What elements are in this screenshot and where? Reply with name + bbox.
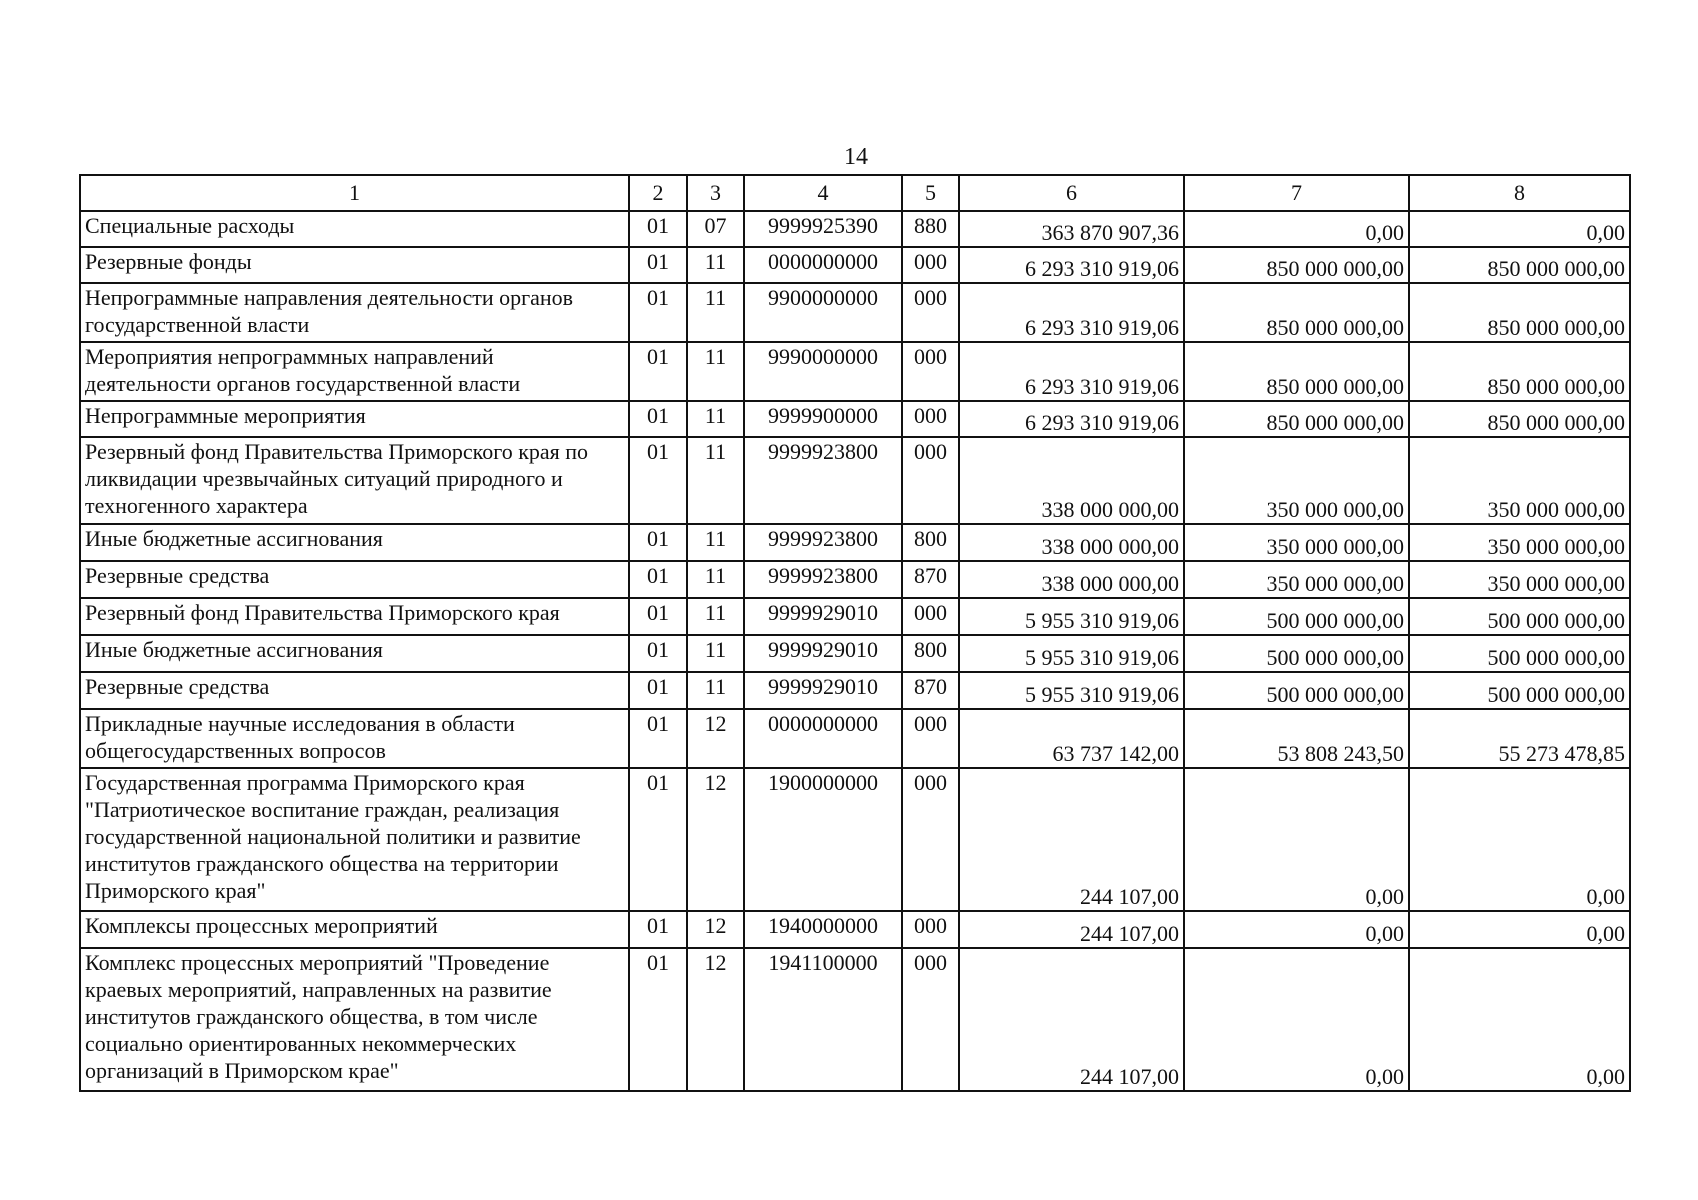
row-value-col8: 0,00 (1409, 768, 1630, 911)
row-section-code: 01 (629, 342, 687, 401)
table-row (80, 948, 1630, 1091)
row-value-col6: 63 737 142,00 (959, 709, 1184, 768)
row-value-col6: 6 293 310 919,06 (959, 247, 1184, 283)
table-row (80, 401, 1630, 437)
row-section-code: 01 (629, 768, 687, 911)
row-value-col6: 6 293 310 919,06 (959, 342, 1184, 401)
row-expense-type-code: 000 (902, 342, 959, 401)
row-target-code: 9999923800 (744, 524, 902, 561)
row-subsection-code: 11 (687, 437, 744, 524)
row-value-col7: 500 000 000,00 (1184, 598, 1409, 635)
row-name: Резервные средства (80, 672, 629, 709)
row-value-col7: 0,00 (1184, 211, 1409, 247)
row-value-col8: 850 000 000,00 (1409, 247, 1630, 283)
row-expense-type-code: 000 (902, 911, 959, 948)
row-name: Непрограммные мероприятия (80, 401, 629, 437)
row-value-col8: 850 000 000,00 (1409, 283, 1630, 342)
row-target-code: 1941100000 (744, 948, 902, 1091)
row-name: Непрограммные направления деятельности органов государственной власти (80, 283, 629, 342)
row-name: Государственная программа Приморского края "Патриотическое воспитание граждан, реализация государственной национальной политики и развитие институтов гражданского общества на территории Приморского края" (80, 768, 629, 911)
row-subsection-code: 12 (687, 709, 744, 768)
row-section-code: 01 (629, 709, 687, 768)
row-value-col8: 350 000 000,00 (1409, 561, 1630, 598)
table-row (80, 247, 1630, 283)
row-section-code: 01 (629, 561, 687, 598)
header-cell-5: 5 (902, 175, 959, 211)
row-value-col6: 244 107,00 (959, 948, 1184, 1091)
row-value-col7: 350 000 000,00 (1184, 561, 1409, 598)
row-expense-type-code: 880 (902, 211, 959, 247)
budget-table (79, 174, 1631, 1092)
row-expense-type-code: 000 (902, 247, 959, 283)
row-value-col8: 350 000 000,00 (1409, 524, 1630, 561)
row-value-col8: 500 000 000,00 (1409, 598, 1630, 635)
row-target-code: 9900000000 (744, 283, 902, 342)
row-name: Иные бюджетные ассигнования (80, 524, 629, 561)
row-section-code: 01 (629, 401, 687, 437)
row-subsection-code: 11 (687, 524, 744, 561)
row-subsection-code: 12 (687, 948, 744, 1091)
row-target-code: 9999925390 (744, 211, 902, 247)
row-section-code: 01 (629, 635, 687, 672)
row-expense-type-code: 000 (902, 768, 959, 911)
row-value-col7: 350 000 000,00 (1184, 524, 1409, 561)
table-row (80, 672, 1630, 709)
row-subsection-code: 11 (687, 672, 744, 709)
row-section-code: 01 (629, 437, 687, 524)
row-target-code: 1940000000 (744, 911, 902, 948)
row-value-col8: 350 000 000,00 (1409, 437, 1630, 524)
row-section-code: 01 (629, 247, 687, 283)
row-name: Прикладные научные исследования в области общегосударственных вопросов (80, 709, 629, 768)
row-name: Резервные фонды (80, 247, 629, 283)
row-name: Комплексы процессных мероприятий (80, 911, 629, 948)
row-subsection-code: 12 (687, 768, 744, 911)
row-expense-type-code: 800 (902, 635, 959, 672)
row-value-col6: 363 870 907,36 (959, 211, 1184, 247)
row-name: Специальные расходы (80, 211, 629, 247)
row-name: Резервный фонд Правительства Приморского края по ликвидации чрезвычайных ситуаций природного и техногенного характера (80, 437, 629, 524)
row-value-col7: 0,00 (1184, 768, 1409, 911)
table-row (80, 524, 1630, 561)
row-value-col7: 350 000 000,00 (1184, 437, 1409, 524)
row-value-col7: 0,00 (1184, 911, 1409, 948)
row-value-col8: 500 000 000,00 (1409, 672, 1630, 709)
row-value-col6: 338 000 000,00 (959, 561, 1184, 598)
row-target-code: 0000000000 (744, 709, 902, 768)
row-expense-type-code: 870 (902, 672, 959, 709)
row-expense-type-code: 870 (902, 561, 959, 598)
row-section-code: 01 (629, 283, 687, 342)
header-cell-6: 6 (959, 175, 1184, 211)
header-cell-2: 2 (629, 175, 687, 211)
row-subsection-code: 11 (687, 401, 744, 437)
table-row (80, 768, 1630, 911)
table-row (80, 598, 1630, 635)
row-subsection-code: 11 (687, 247, 744, 283)
header-cell-1: 1 (80, 175, 629, 211)
row-expense-type-code: 000 (902, 401, 959, 437)
row-value-col8: 0,00 (1409, 211, 1630, 247)
row-value-col7: 53 808 243,50 (1184, 709, 1409, 768)
table-row (80, 635, 1630, 672)
row-value-col8: 0,00 (1409, 911, 1630, 948)
row-value-col7: 850 000 000,00 (1184, 401, 1409, 437)
row-section-code: 01 (629, 524, 687, 561)
row-value-col6: 338 000 000,00 (959, 437, 1184, 524)
row-subsection-code: 11 (687, 598, 744, 635)
table-row (80, 561, 1630, 598)
row-value-col7: 500 000 000,00 (1184, 635, 1409, 672)
table-row (80, 211, 1630, 247)
row-expense-type-code: 000 (902, 283, 959, 342)
row-value-col6: 5 955 310 919,06 (959, 598, 1184, 635)
row-target-code: 9999929010 (744, 598, 902, 635)
row-value-col6: 244 107,00 (959, 768, 1184, 911)
row-target-code: 9999900000 (744, 401, 902, 437)
row-section-code: 01 (629, 211, 687, 247)
table-row (80, 437, 1630, 524)
table-row (80, 283, 1630, 342)
row-value-col8: 850 000 000,00 (1409, 401, 1630, 437)
header-cell-8: 8 (1409, 175, 1630, 211)
row-section-code: 01 (629, 598, 687, 635)
row-target-code: 9999923800 (744, 437, 902, 524)
row-target-code: 9999929010 (744, 672, 902, 709)
row-value-col6: 5 955 310 919,06 (959, 635, 1184, 672)
row-target-code: 9999929010 (744, 635, 902, 672)
row-value-col6: 6 293 310 919,06 (959, 401, 1184, 437)
table-row (80, 709, 1630, 768)
row-value-col7: 0,00 (1184, 948, 1409, 1091)
row-name: Резервный фонд Правительства Приморского края (80, 598, 629, 635)
header-cell-4: 4 (744, 175, 902, 211)
header-cell-7: 7 (1184, 175, 1409, 211)
row-value-col8: 55 273 478,85 (1409, 709, 1630, 768)
row-value-col7: 500 000 000,00 (1184, 672, 1409, 709)
row-target-code: 1900000000 (744, 768, 902, 911)
row-target-code: 0000000000 (744, 247, 902, 283)
row-value-col6: 338 000 000,00 (959, 524, 1184, 561)
row-section-code: 01 (629, 948, 687, 1091)
row-subsection-code: 11 (687, 342, 744, 401)
header-row (80, 175, 1630, 211)
row-value-col8: 850 000 000,00 (1409, 342, 1630, 401)
row-value-col6: 5 955 310 919,06 (959, 672, 1184, 709)
row-expense-type-code: 000 (902, 948, 959, 1091)
row-expense-type-code: 000 (902, 437, 959, 524)
row-subsection-code: 11 (687, 283, 744, 342)
table-row (80, 342, 1630, 401)
row-name: Иные бюджетные ассигнования (80, 635, 629, 672)
row-expense-type-code: 000 (902, 598, 959, 635)
row-subsection-code: 07 (687, 211, 744, 247)
row-subsection-code: 12 (687, 911, 744, 948)
row-value-col7: 850 000 000,00 (1184, 247, 1409, 283)
row-expense-type-code: 800 (902, 524, 959, 561)
table-row (80, 911, 1630, 948)
row-value-col7: 850 000 000,00 (1184, 283, 1409, 342)
row-name: Резервные средства (80, 561, 629, 598)
header-cell-3: 3 (687, 175, 744, 211)
row-value-col8: 0,00 (1409, 948, 1630, 1091)
row-subsection-code: 11 (687, 561, 744, 598)
row-name: Комплекс процессных мероприятий "Проведение краевых мероприятий, направленных на развитие институтов гражданского общества, в том числе социально ориентированных некоммерческих организаций в Приморском крае" (80, 948, 629, 1091)
row-value-col6: 244 107,00 (959, 911, 1184, 948)
row-target-code: 9990000000 (744, 342, 902, 401)
page-number: 14 (844, 144, 868, 170)
row-section-code: 01 (629, 911, 687, 948)
row-value-col7: 850 000 000,00 (1184, 342, 1409, 401)
row-section-code: 01 (629, 672, 687, 709)
row-target-code: 9999923800 (744, 561, 902, 598)
row-expense-type-code: 000 (902, 709, 959, 768)
row-name: Мероприятия непрограммных направлений деятельности органов государственной власти (80, 342, 629, 401)
row-subsection-code: 11 (687, 635, 744, 672)
row-value-col8: 500 000 000,00 (1409, 635, 1630, 672)
row-value-col6: 6 293 310 919,06 (959, 283, 1184, 342)
